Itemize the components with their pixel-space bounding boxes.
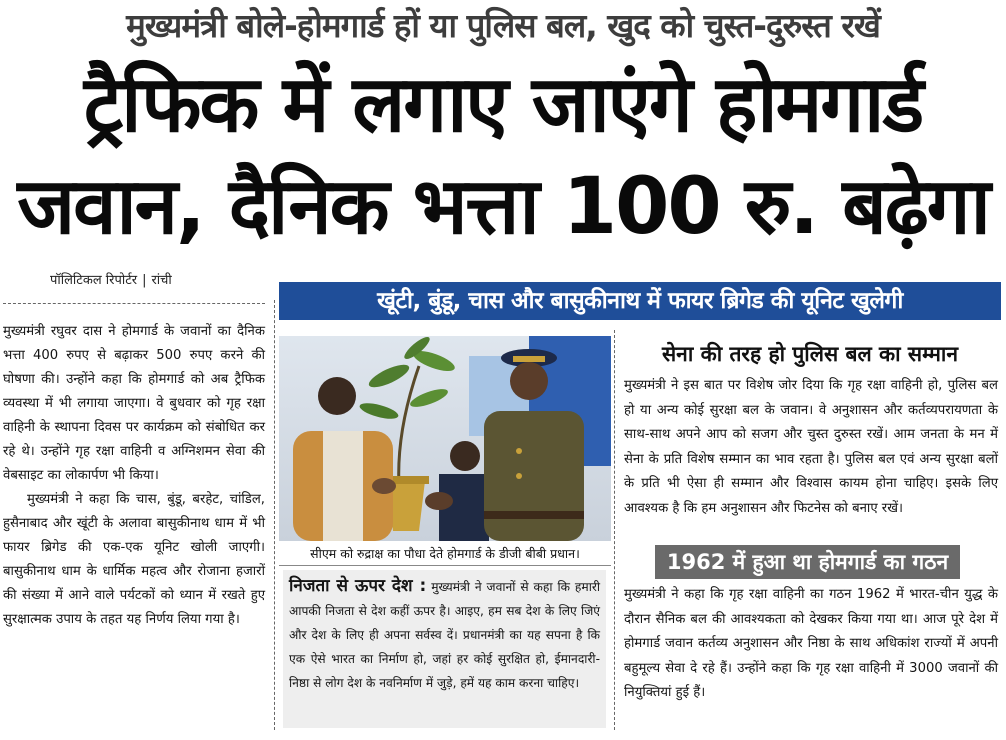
byline [50, 270, 172, 288]
sidebar-box [283, 570, 606, 728]
main-headline [0, 54, 1006, 258]
headline-line-2: जवान, दैनिक भत्ता 100 रु. बढ़ेगा [17, 162, 989, 252]
headline-line-1: ट्रैफिक में लगाए जाएंगे होमगार्ड [83, 60, 923, 150]
column-divider-1 [274, 300, 275, 730]
sub-headline-banner: खूंटी, बुंडू, चास और बासुकीनाथ में फायर ब्रिगेड की यूनिट खुलेगी [279, 282, 1001, 320]
photo-caption: सीएम को रुद्राक्ष का पौधा देते होमगार्ड के डीजी बीबी प्रधान। [279, 543, 611, 566]
news-photo [279, 336, 611, 541]
article-paragraph-2: मुख्यमंत्री ने कहा कि चास, बुंडू, बरहेट, चांडिल, हुसैनाबाद और खूंटी के अलावा बासुकीनाथ धाम में भी फायर ब्रिगेड की एक-एक यूनिट खोली जाएगी। बासुकीनाथ धाम के धार्मिक महत्व और रोजाना हजारों की संख्या में आने वाले पर्यटकों को ध्यान में रखते हुए सुरक्षात्मक उपाय के तहत यह निर्णय लिया गया है। [3, 492, 265, 627]
section-heading-2: 1962 में हुआ था होमगार्ड का गठन [655, 545, 960, 579]
article-paragraph-1: मुख्यमंत्री रघुवर दास ने होमगार्ड के जवानों का दैनिक भत्ता 400 रुपए से बढ़ाकर 500 रुपए करने की घोषणा की। उन्होंने कहा कि होमगार्ड को अब ट्रैफिक व्यवस्था में भी लगाया जाएगा। वे बुधवार को गृह रक्षा वाहिनी के स्थापना दिवस पर कार्यक्रम को संबोधित कर रहे थे। उन्होंने गृह रक्षा वाहिनी व अग्निशमन सेवा की वेबसाइट का लोकार्पण भी किया। [3, 324, 265, 483]
byline-rule [3, 303, 265, 304]
section-text-1: मुख्यमंत्री ने इस बात पर विशेष जोर दिया कि गृह रक्षा वाहिनी हो, पुलिस बल हो या अन्य कोई सुरक्षा बल के जवान। वे अनुशासन और कर्तव्यपरायणता के साथ-साथ अपने आप को सजग और चुस्त दुरुस्त रखें। आम जनता के मन में सेना के प्रति विशेष सम्मान का भाव रहता है। पुलिस बल एवं अन्य सुरक्षा बलों के प्रति भी ऐसा ही सम्मान और विश्वास कायम होना चाहिए। इसके लिए आवश्यक है कि हम अनुशासन और फिटनेस को बनाए रखें। [624, 378, 998, 516]
box-heading: निजता से ऊपर देश : [289, 576, 427, 596]
photo-illustration [279, 336, 611, 541]
byline-separator: | [142, 273, 147, 288]
section-heading-1: सेना की तरह हो पुलिस बल का सम्मान [661, 342, 959, 366]
byline-city: रांची [151, 273, 172, 288]
article-column-left [3, 320, 265, 632]
kicker-headline: मुख्यमंत्री बोले-होमगार्ड हों या पुलिस बल, खुद को चुस्त-दुरुस्त रखें [126, 6, 880, 45]
section-text-2: मुख्यमंत्री ने कहा कि गृह रक्षा वाहिनी का गठन 1962 में भारत-चीन युद्ध के दौरान सैनिक बल की आवश्यकता को देखकर किया गया था। आज पूरे देश में होमगार्ड जवान कर्तव्य अनुशासन और निष्ठा के साथ अधिकांश राज्यों में अपनी बहुमूल्य सेवा दे रहे हैं। उन्होंने कहा कि गृह रक्षा वाहिनी में 3000 जवानों की नियुक्तियां हुई हैं। [624, 587, 998, 700]
byline-reporter: पॉलिटिकल रिपोर्टर [50, 273, 138, 288]
column-divider-2 [614, 330, 615, 730]
box-text: मुख्यमंत्री ने जवानों से कहा कि हमारी आपकी निजता से देश कहीं ऊपर है। आइए, हम सब देश के लिए जिएं और देश के लिए ही अपना सर्वस्व दें। प्रधानमंत्री का यह सपना है कि एक ऐसे भारत का निर्माण हो, जहां हर कोई सुरक्षित हो, ईमानदारी-निष्ठा से लोग देश के नवनिर्माण में जुड़े, हमें यह काम करना चाहिए। [289, 580, 600, 690]
